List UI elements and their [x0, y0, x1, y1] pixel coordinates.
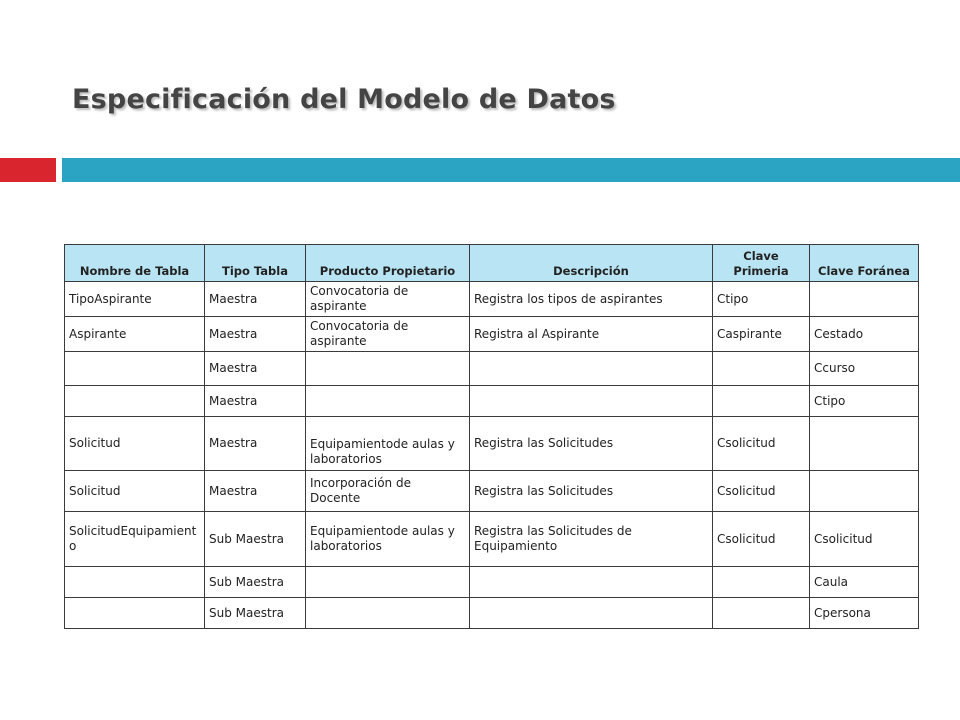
cell-clave-foranea: Caula: [810, 567, 919, 598]
cell-clave-primaria: [713, 598, 810, 629]
cell-nombre: SolicitudEquipamiento: [65, 512, 205, 567]
table-row: [65, 471, 919, 512]
cell-descripcion: [470, 352, 713, 386]
cell-nombre: [65, 567, 205, 598]
cell-clave-foranea: Cestado: [810, 317, 919, 352]
accent-bar-blue: [62, 158, 960, 182]
cell-nombre: [65, 598, 205, 629]
cell-nombre: [65, 352, 205, 386]
table-row: [65, 512, 919, 567]
cell-producto: Equipamientode aulas y laboratorios: [306, 417, 470, 471]
table-row: [65, 567, 919, 598]
cell-clave-foranea: [810, 282, 919, 317]
cell-nombre: TipoAspirante: [65, 282, 205, 317]
cell-clave-foranea: [810, 471, 919, 512]
cell-producto: [306, 567, 470, 598]
cell-producto: Convocatoria de aspirante: [306, 317, 470, 352]
cell-producto: Convocatoria de aspirante: [306, 282, 470, 317]
cell-descripcion: [470, 386, 713, 417]
cell-tipo: Maestra: [205, 386, 306, 417]
table-row: [65, 352, 919, 386]
cell-producto: [306, 386, 470, 417]
cell-clave-foranea: [810, 417, 919, 471]
table-row: [65, 317, 919, 352]
cell-clave-primaria: Csolicitud: [713, 512, 810, 567]
cell-descripcion: Registra al Aspirante: [470, 317, 713, 352]
cell-tipo: Maestra: [205, 282, 306, 317]
header-producto-propietario: Producto Propietario: [306, 245, 470, 282]
table-row: [65, 598, 919, 629]
cell-descripcion: Registra las Solicitudes de Equipamiento: [470, 512, 713, 567]
header-nombre-tabla: Nombre de Tabla: [65, 245, 205, 282]
cell-clave-foranea: Ctipo: [810, 386, 919, 417]
table-header-row: [65, 245, 919, 282]
table-row: [65, 282, 919, 317]
cell-tipo: Sub Maestra: [205, 598, 306, 629]
cell-clave-primaria: Csolicitud: [713, 417, 810, 471]
cell-clave-primaria: Csolicitud: [713, 471, 810, 512]
header-clave-primaria: Clave Primeria: [713, 245, 810, 282]
cell-nombre: Solicitud: [65, 417, 205, 471]
cell-descripcion: [470, 598, 713, 629]
cell-clave-foranea: Ccurso: [810, 352, 919, 386]
cell-descripcion: [470, 567, 713, 598]
table-row: [65, 386, 919, 417]
cell-tipo: Maestra: [205, 317, 306, 352]
cell-tipo: Maestra: [205, 417, 306, 471]
header-tipo-tabla: Tipo Tabla: [205, 245, 306, 282]
header-clave-foranea: Clave Foránea: [810, 245, 919, 282]
cell-descripcion: Registra los tipos de aspirantes: [470, 282, 713, 317]
table-row: [65, 417, 919, 471]
cell-tipo: Sub Maestra: [205, 567, 306, 598]
cell-descripcion: Registra las Solicitudes: [470, 471, 713, 512]
cell-producto: [306, 352, 470, 386]
cell-tipo: Sub Maestra: [205, 512, 306, 567]
cell-descripcion: Registra las Solicitudes: [470, 417, 713, 471]
cell-producto: [306, 598, 470, 629]
cell-clave-foranea: Cpersona: [810, 598, 919, 629]
accent-bar-red: [0, 158, 56, 182]
slide-title: Especificación del Modelo de Datos: [72, 84, 616, 115]
cell-tipo: Maestra: [205, 471, 306, 512]
cell-clave-foranea: Csolicitud: [810, 512, 919, 567]
cell-producto: Equipamientode aulas y laboratorios: [306, 512, 470, 567]
cell-tipo: Maestra: [205, 352, 306, 386]
cell-producto: Incorporación de Docente: [306, 471, 470, 512]
cell-nombre: [65, 386, 205, 417]
data-model-table: [64, 244, 919, 629]
cell-nombre: Solicitud: [65, 471, 205, 512]
header-descripcion: Descripción: [470, 245, 713, 282]
cell-clave-primaria: [713, 352, 810, 386]
cell-clave-primaria: [713, 386, 810, 417]
cell-clave-primaria: Ctipo: [713, 282, 810, 317]
cell-clave-primaria: [713, 567, 810, 598]
cell-nombre: Aspirante: [65, 317, 205, 352]
cell-clave-primaria: Caspirante: [713, 317, 810, 352]
